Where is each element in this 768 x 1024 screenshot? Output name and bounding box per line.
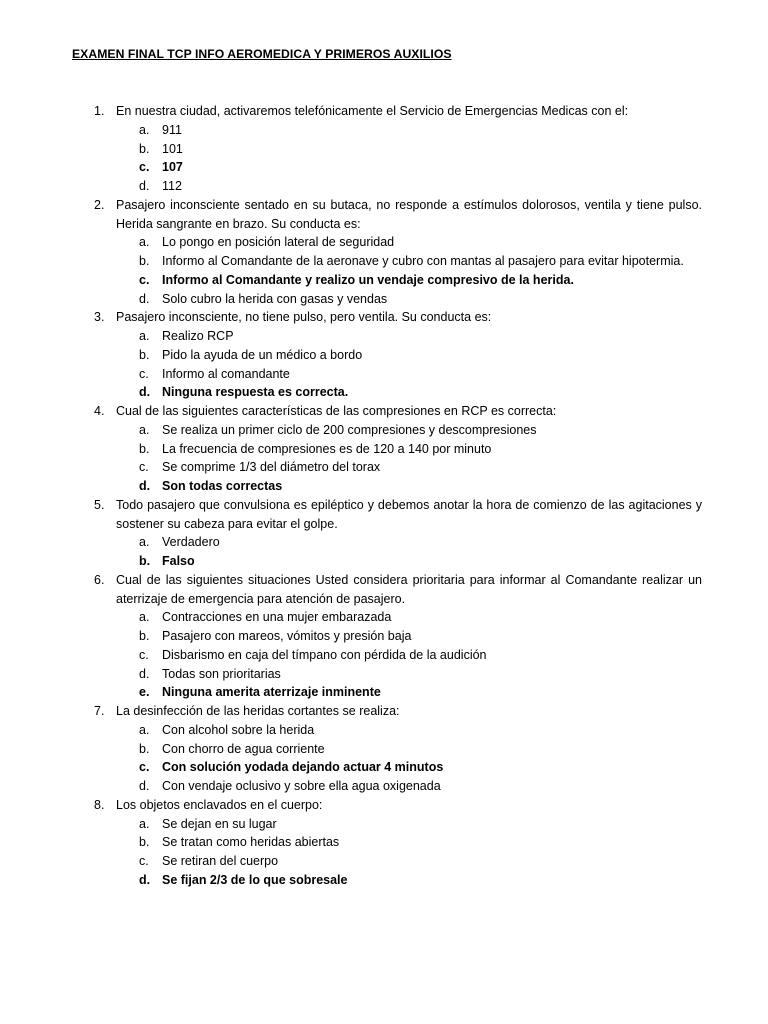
answer-option — [0, 627, 768, 646]
option-text: Con vendaje oclusivo y sobre ella agua oxigenada — [162, 779, 441, 793]
option-letter: a. — [139, 329, 150, 343]
question-number: 6. — [94, 572, 105, 587]
option-letter: b. — [139, 347, 150, 362]
option-text: Ninguna respuesta es correcta. — [162, 385, 349, 400]
option-text: La frecuencia de compresiones es de 120 a 140 por minuto — [162, 441, 492, 456]
answer-option-correct — [0, 871, 768, 890]
answer-option — [0, 233, 768, 252]
option-text: Informo al Comandante y realizo un vendaje compresivo de la herida. — [162, 272, 574, 287]
question-line — [0, 102, 768, 121]
question-line — [0, 196, 768, 215]
question-number: 8. — [94, 797, 105, 812]
answer-option — [0, 740, 768, 759]
answer-option — [0, 833, 768, 852]
option-letter: a. — [139, 422, 150, 437]
option-letter: b. — [139, 141, 150, 156]
answer-option — [0, 421, 768, 440]
option-letter: d. — [139, 666, 150, 681]
option-letter: c. — [139, 854, 149, 868]
question-line — [0, 796, 768, 815]
question-text: Pasajero inconsciente, no tiene pulso, pero ventila. Su conducta es: — [116, 310, 492, 325]
answer-option — [0, 852, 768, 871]
option-text: Se comprime 1/3 del diámetro del torax — [162, 460, 381, 475]
option-letter: d. — [139, 385, 151, 400]
answer-option — [0, 665, 768, 684]
option-letter: a. — [139, 235, 150, 250]
question-number: 1. — [94, 104, 105, 118]
answer-option — [0, 646, 768, 665]
answer-option — [0, 721, 768, 740]
question-number: 5. — [94, 497, 105, 512]
document-title: EXAMEN FINAL TCP INFO AEROMEDICA Y PRIMEROS AUXILIOS — [72, 47, 452, 61]
option-text: 101 — [162, 141, 183, 156]
answer-option — [0, 252, 768, 271]
answer-option — [0, 815, 768, 834]
answer-option-correct — [0, 683, 768, 702]
answer-option — [0, 140, 768, 159]
question-line — [0, 702, 768, 721]
option-text: Se retiran del cuerpo — [162, 854, 279, 868]
question-text: Todo pasajero que convulsiona es epiléptico y debemos anotar la hora de comienzo de las agitaciones y — [116, 497, 702, 512]
answer-option-correct — [0, 758, 768, 777]
option-text: Se realiza un primer ciclo de 200 compresiones y descompresiones — [162, 422, 537, 437]
option-text: Con chorro de agua corriente — [162, 741, 325, 756]
option-letter: c. — [139, 366, 149, 381]
option-text: 107 — [162, 160, 183, 175]
question-line — [0, 402, 768, 421]
option-letter: d. — [139, 779, 150, 793]
answer-option-correct — [0, 158, 768, 177]
option-text: Contracciones en una mujer embarazada — [162, 610, 392, 625]
option-letter: b. — [139, 741, 150, 756]
option-text: Se dejan en su lugar — [162, 816, 277, 831]
answer-option — [0, 346, 768, 365]
option-text: Todas son prioritarias — [162, 666, 281, 681]
answer-option — [0, 121, 768, 140]
option-letter: a. — [139, 722, 150, 737]
question-line — [0, 496, 768, 515]
question-number: 2. — [94, 197, 105, 212]
option-text: Disbarismo en caja del tímpano con pérdida de la audición — [162, 647, 487, 662]
option-text: Pasajero con mareos, vómitos y presión baja — [162, 629, 412, 643]
option-letter: a. — [139, 122, 150, 137]
option-text: Se fijan 2/3 de lo que sobresale — [162, 872, 348, 887]
option-letter: c. — [139, 647, 149, 662]
option-letter: b. — [139, 441, 150, 456]
option-text: Son todas correctas — [162, 479, 283, 493]
option-letter: b. — [139, 554, 151, 568]
option-letter: c. — [139, 760, 150, 775]
option-text: Solo cubro la herida con gasas y vendas — [162, 291, 388, 306]
option-text: Lo pongo en posición lateral de seguridad — [162, 235, 395, 250]
answer-option — [0, 608, 768, 627]
option-letter: a. — [139, 816, 150, 831]
option-text: Falso — [162, 554, 195, 568]
question-text: Herida sangrante en brazo. Su conducta es: — [116, 216, 361, 231]
question-list — [0, 102, 768, 890]
answer-option — [0, 365, 768, 384]
question-line — [0, 308, 768, 327]
question-line — [0, 515, 768, 534]
option-text: Pido la ayuda de un médico a bordo — [162, 347, 363, 362]
option-letter: d. — [139, 479, 151, 493]
question-line — [0, 215, 768, 234]
answer-option-correct — [0, 271, 768, 290]
answer-option-correct — [0, 383, 768, 402]
question-number: 4. — [94, 404, 105, 418]
option-letter: d. — [139, 179, 150, 193]
option-text: Con alcohol sobre la herida — [162, 722, 315, 737]
option-text: Informo al Comandante de la aeronave y cubro con mantas al pasajero para evitar hipotermia. — [162, 254, 684, 268]
option-text: Verdadero — [162, 535, 220, 550]
option-letter: a. — [139, 535, 150, 550]
question-text: La desinfección de las heridas cortantes se realiza: — [116, 704, 400, 718]
question-text: En nuestra ciudad, activaremos telefónicamente el Servicio de Emergencias Medicas con el: — [116, 104, 629, 118]
question-text: Los objetos enclavados en el cuerpo: — [116, 797, 323, 812]
answer-option — [0, 440, 768, 459]
question-number: 7. — [94, 704, 105, 718]
option-letter: c. — [139, 160, 150, 175]
option-letter: d. — [139, 872, 151, 887]
answer-option — [0, 458, 768, 477]
answer-option — [0, 177, 768, 196]
option-text: Informo al comandante — [162, 366, 290, 381]
question-text: Cual de las siguientes características de las compresiones en RCP es correcta: — [116, 404, 557, 418]
option-text: 112 — [162, 179, 182, 193]
answer-option — [0, 533, 768, 552]
option-text: Con solución yodada dejando actuar 4 minutos — [162, 760, 444, 775]
option-text: 911 — [162, 122, 182, 137]
question-number: 3. — [94, 310, 105, 325]
option-letter: b. — [139, 254, 150, 268]
option-letter: c. — [139, 460, 149, 475]
question-text: Pasajero inconsciente sentado en su butaca, no responde a estímulos dolorosos, ventila y tiene pulso. — [116, 197, 702, 212]
question-text: Cual de las siguientes situaciones Usted considera prioritaria para informar al Comandante realizar un — [116, 572, 702, 587]
option-text: Realizo RCP — [162, 329, 234, 343]
answer-option-correct — [0, 552, 768, 571]
option-letter: e. — [139, 685, 150, 700]
option-letter: d. — [139, 291, 150, 306]
answer-option — [0, 327, 768, 346]
question-line — [0, 590, 768, 609]
question-text: aterrizaje de emergencia para atención de pasajero. — [116, 591, 406, 606]
option-letter: a. — [139, 610, 150, 625]
option-text: Ninguna amerita aterrizaje inminente — [162, 685, 381, 700]
option-letter: b. — [139, 629, 150, 643]
option-letter: c. — [139, 272, 150, 287]
question-line — [0, 571, 768, 590]
answer-option — [0, 290, 768, 309]
answer-option — [0, 777, 768, 796]
question-text: sostener su cabeza para evitar el golpe. — [116, 516, 338, 531]
answer-option-correct — [0, 477, 768, 496]
option-text: Se tratan como heridas abiertas — [162, 835, 340, 850]
option-letter: b. — [139, 835, 150, 850]
